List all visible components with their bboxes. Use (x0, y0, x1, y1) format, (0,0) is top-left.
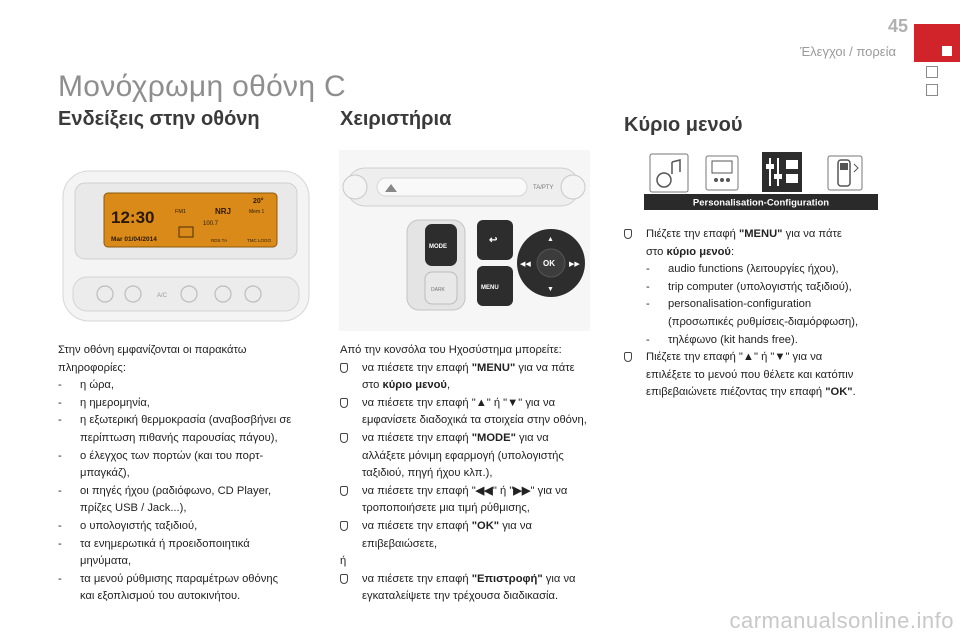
dark-button-label: DARK (431, 287, 445, 293)
screen-info-text (58, 342, 320, 606)
main-menu-illustration (644, 152, 878, 210)
display-tmc: TMC LOGO (247, 238, 272, 243)
arrow-right-icon: ▶▶ (569, 261, 580, 268)
list-item: - audio functions (λειτουργίες ήχου), (646, 263, 839, 276)
controls-or: ή (340, 555, 347, 568)
display-temperature: 20° (253, 198, 264, 205)
arrow-left-icon: ◀◀ (520, 261, 531, 268)
intro-line-1: Στην οθόνη εμφανίζονται οι παρακάτω (58, 344, 247, 356)
chapter-tab-empty-1[interactable] (926, 66, 938, 78)
finger-pointer-icon (340, 363, 348, 373)
finger-pointer-icon (340, 574, 348, 584)
finger-pointer-icon (340, 521, 348, 531)
screen-info-list (58, 377, 320, 606)
display-station: NRJ (215, 207, 232, 216)
square-icon (942, 46, 952, 56)
list-item: - η ημερομηνία, (58, 396, 150, 409)
menu-item-select: Πιέζετε την επαφή "▲" ή "▼" για να επιλέξετε το μενού που θέλετε και κατόπιν επιβεβαιώνετε πιέζοντας την επαφή "OK". (624, 349, 906, 402)
back-arrow-icon: ↩ (489, 235, 498, 246)
controls-item-menu: να πιέσετε την επαφή "MENU" για να πάτε στο κύριο μενού, (340, 360, 615, 395)
controls-item-mode: να πιέσετε την επαφή "MODE" για να αλλάξετε μόνιμη εφαρμογή (υπολογιστής ταξιδιού, πηγή ήχου κλπ.), (340, 430, 615, 483)
watermark: carmanualsonline.info (729, 608, 954, 633)
finger-pointer-icon (340, 433, 348, 443)
list-item: - τηλέφωνο (kit hands free). (646, 333, 798, 346)
finger-pointer-icon (624, 352, 632, 362)
page-number: 45 (887, 16, 908, 36)
intro-line-2: πληροφορίες: (58, 361, 126, 374)
ac-button-label: A/C (157, 293, 168, 299)
display-time: 12:30 (111, 208, 155, 227)
controls-item-arrows-up-down: να πιέσετε την επαφή "▲" ή "▼" για να εμφανίσετε διαδοχικά τα στοιχεία στην οθόνη, (340, 395, 615, 430)
mode-button-label: MODE (429, 244, 447, 250)
heading-controls: Χειριστήρια (340, 108, 452, 130)
chapter-tab-empty-2[interactable] (926, 84, 938, 96)
display-memory: Mem 1 (249, 209, 265, 215)
display-rds: RDS TA (211, 238, 228, 243)
menu-banner-label: Personalisation-Configuration (692, 197, 830, 209)
controls-item-arrows-left-right: να πιέσετε την επαφή "◀◀" ή "▶▶" για να τροποποιήσετε μια τιμή ρύθμισης, (340, 483, 615, 518)
heading-main-menu: Κύριο μενού (624, 114, 743, 136)
list-item: - η εξωτερική θερμοκρασία (αναβοσβήνει σε περίπτωση πιθανής παρουσίας πάγου), (58, 414, 292, 444)
audio-controls-illustration (337, 148, 592, 333)
audio-functions-icon (650, 154, 688, 192)
list-item: - ο υπολογιστής ταξιδιού, (58, 519, 198, 532)
display-band: FM1 (175, 209, 186, 215)
arrow-down-icon: ▼ (547, 286, 554, 293)
controls-text (340, 342, 615, 606)
finger-pointer-icon (340, 398, 348, 408)
finger-pointer-icon (340, 486, 348, 496)
telephone-icon (828, 156, 862, 190)
display-date: Mar 01/04/2014 (111, 236, 157, 243)
monochrome-screen-illustration (57, 165, 315, 337)
list-item: - trip computer (υπολογιστής ταξιδιού), (646, 280, 852, 293)
menu-button-label: MENU (481, 285, 499, 291)
list-item: - η ώρα, (58, 379, 115, 392)
arrow-up-icon: ▲ (547, 236, 554, 243)
ta-pty-label: TA/PTY (533, 185, 554, 191)
list-item: - οι πηγές ήχου (ραδιόφωνο, CD Player, πρίζες USB / Jack...), (58, 484, 272, 515)
controls-item-ok: να πιέσετε την επαφή "OK" για να επιβεβαιώσετε, (340, 518, 615, 553)
arrow-up-icon: ▲ (475, 396, 487, 409)
list-item: - τα ενημερωτικά ή προειδοποιητικά μηνύματα, (58, 537, 250, 568)
main-menu-text (624, 226, 906, 402)
finger-pointer-icon (624, 229, 632, 239)
list-item: - personalisation-configuration (προσωπικές ρυθμίσεις-διαμόρφωση), (646, 298, 859, 328)
ok-button-label: OK (543, 259, 555, 268)
heading-screen-indications: Ενδείξεις στην οθόνη (58, 108, 260, 130)
arrow-down-icon: ▼ (507, 396, 519, 409)
controls-item-back: να πιέσετε την επαφή "Επιστροφή" για να εγκαταλείψετε την τρέχουσα διαδικασία. (340, 571, 615, 606)
arrow-left-icon: ◀◀ (475, 484, 493, 497)
controls-intro: Από την κονσόλα του Ηχοσύστημα μπορείτε: (340, 344, 562, 356)
arrow-right-icon: ▶▶ (513, 484, 531, 497)
list-item: - τα μενού ρύθμισης παραμέτρων οθόνης και εξοπλισμού του αυτοκινήτου. (58, 572, 278, 603)
arrow-down-icon: ▼ (774, 351, 786, 364)
list-item: - ο έλεγχος των πορτών (και του πορτ- μπαγκάζ), (58, 449, 264, 480)
menu-sublist (646, 261, 906, 349)
arrow-up-icon: ▲ (742, 351, 754, 364)
chapter-tab[interactable] (914, 24, 960, 62)
display-frequency: 100.7 (203, 221, 219, 227)
trip-computer-icon (706, 156, 738, 190)
personalisation-icon (762, 152, 802, 192)
page-title: Μονόχρωμη οθόνη C (58, 70, 346, 103)
menu-item-open: Πιέζετε την επαφή "MENU" για να πάτε στο κύριο μενού: - audio functions (λειτουργίες ήχου), - trip computer (υπολογιστής ταξιδιού), - personalisation-configuration (προσωπικές ρυθμίσεις-διαμόρφωση), - τηλέφωνο (kit hands free). (624, 226, 906, 349)
chapter-subtitle: Έλεγχοι / πορεία (799, 44, 896, 59)
